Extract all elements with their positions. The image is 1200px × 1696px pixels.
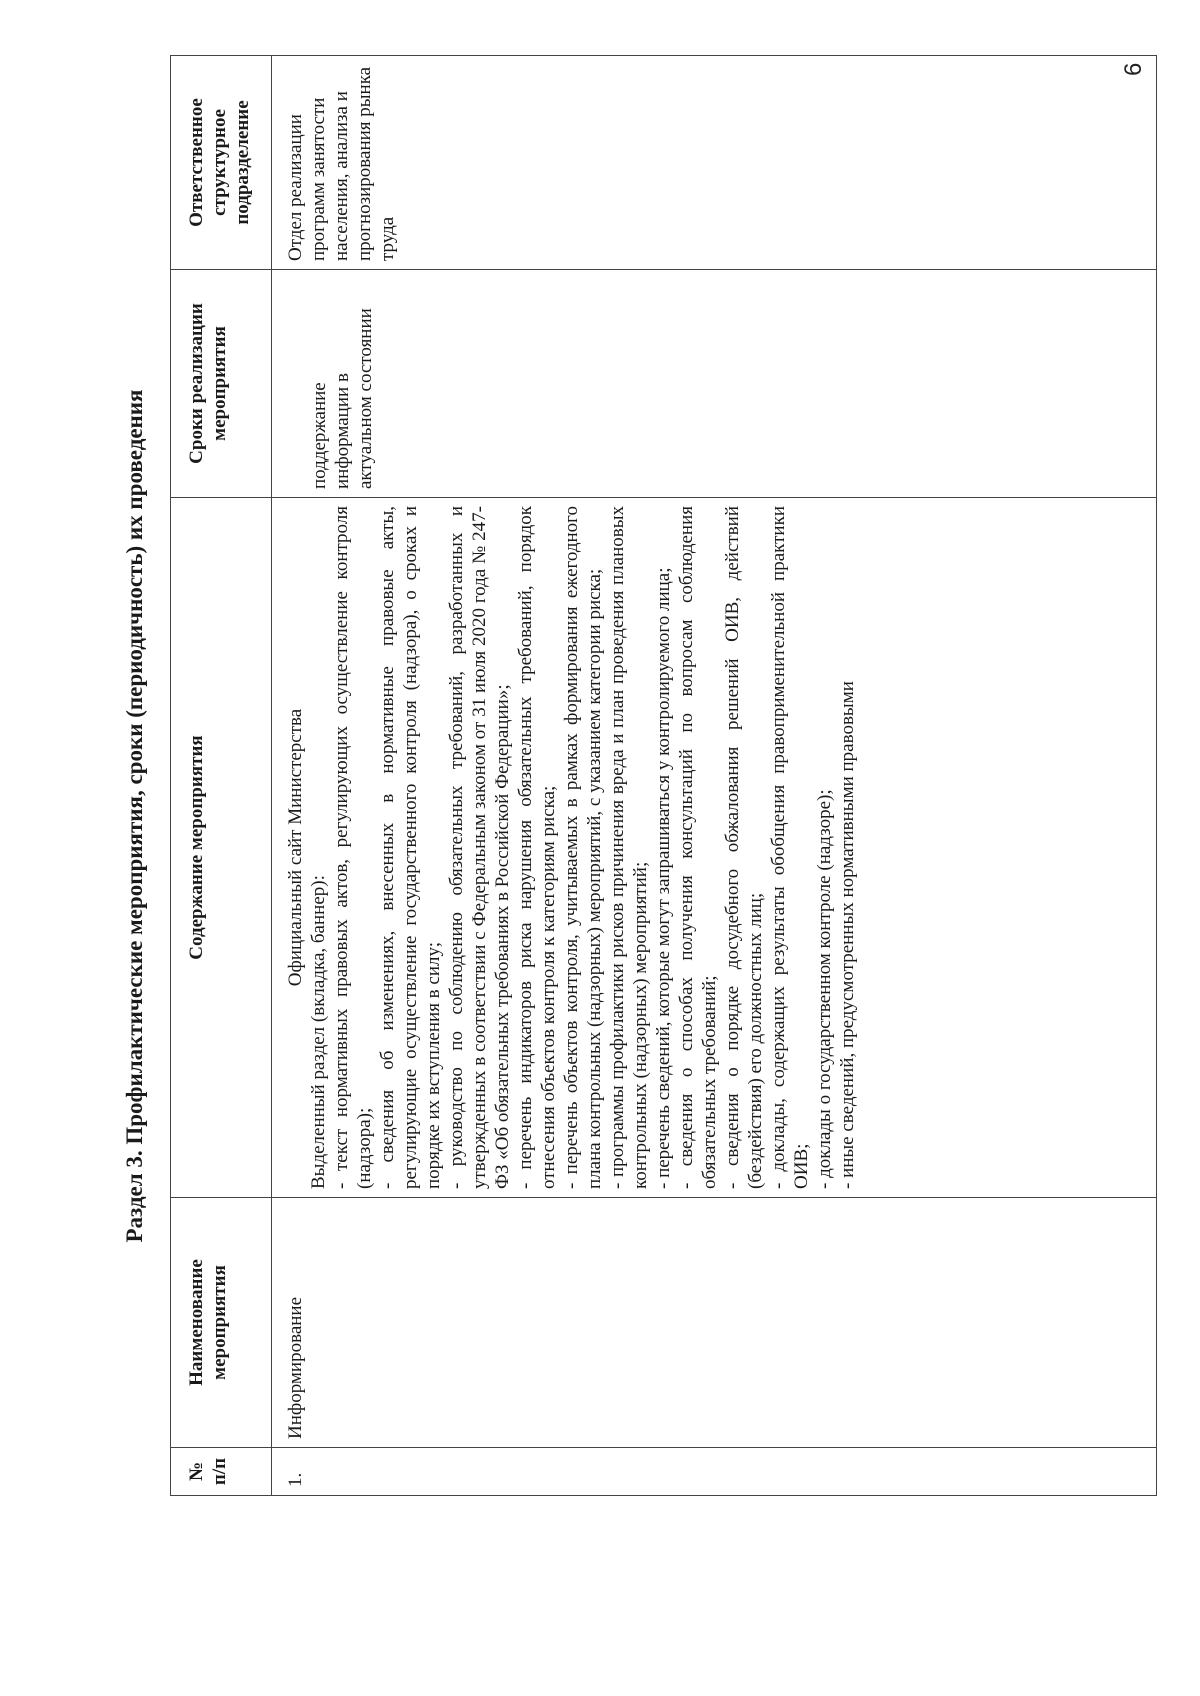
content-line: - перечень сведений, которые могут запрашиваться у контролируемого лица; [653, 567, 674, 1189]
content-line: - программы профилактики рисков причинения вреда и план проведения плановых контрольных (надзорных) мероприятий; [607, 506, 651, 1189]
content-line: - иные сведений, предусмотренных нормативными правовыми [837, 681, 858, 1189]
content-line: - сведения о способах получения консультаций по вопросам соблюдения обязательных требований; [676, 506, 720, 1189]
content-line: - перечень объектов контроля, учитываемых в рамках формирования ежегодного плана контрольных (надзорных) мероприятий, с указанием категории риска; [561, 506, 605, 1189]
content-heading: Официальный сайт Министерства [285, 708, 306, 987]
row-content [272, 498, 1157, 1198]
header-terms: Сроки реализации мероприятия [171, 270, 272, 498]
table-header-row [171, 56, 272, 1496]
content-line: - доклады о государственном контроле (надзоре); [814, 789, 835, 1189]
header-number: № п/п [171, 1448, 272, 1496]
content-line: Выделенный раздел (вкладка, баннер): [308, 875, 329, 1189]
content-line: - сведения об изменениях, внесенных в нормативные правовые акты, регулирующие осуществление государственного контроля (надзора), о сроках и порядке их вступления в силу; [377, 506, 444, 1189]
measures-table [170, 55, 1157, 1496]
row-terms [272, 270, 1157, 498]
terms-text: поддержание информации в актуальном состоянии [309, 308, 376, 489]
section-title: Раздел 3. Профилактические мероприятия, сроки (периодичность) их проведения [122, 389, 147, 1243]
row-department: Отдел реализации программ занятости населения, анализа и прогнозирования рынка труда [272, 56, 1157, 270]
table-row [272, 56, 1157, 1496]
row-number: 1. [272, 1448, 1157, 1496]
header-name: Наименование мероприятия [171, 1198, 272, 1448]
content-line: - перечень индикаторов риска нарушения обязательных требований, порядок отнесения объектов контроля к категориям риска; [515, 506, 559, 1189]
page-number: 6 [1120, 62, 1147, 76]
header-department: Ответственное структурное подразделение [171, 56, 272, 270]
content-line: - сведения о порядке досудебного обжалования решений ОИВ, действий (бездействия) его должностных лиц; [722, 506, 766, 1189]
row-name: Информирование [272, 1198, 1157, 1448]
content-line: - доклады, содержащих результаты обобщения правоприменительной практики ОИВ; [768, 506, 812, 1189]
content-line: - руководство по соблюдению обязательных требований, разработанных и утвержденных в соответствии с Федеральным законом от 31 июля 2020 года № 247- ФЗ «Об обязательных требованиях в Российской Федерации»; [446, 506, 513, 1189]
content-line: - текст нормативных правовых актов, регулирующих осуществление контроля (надзора); [331, 506, 375, 1189]
header-content: Содержание мероприятия [171, 498, 272, 1198]
